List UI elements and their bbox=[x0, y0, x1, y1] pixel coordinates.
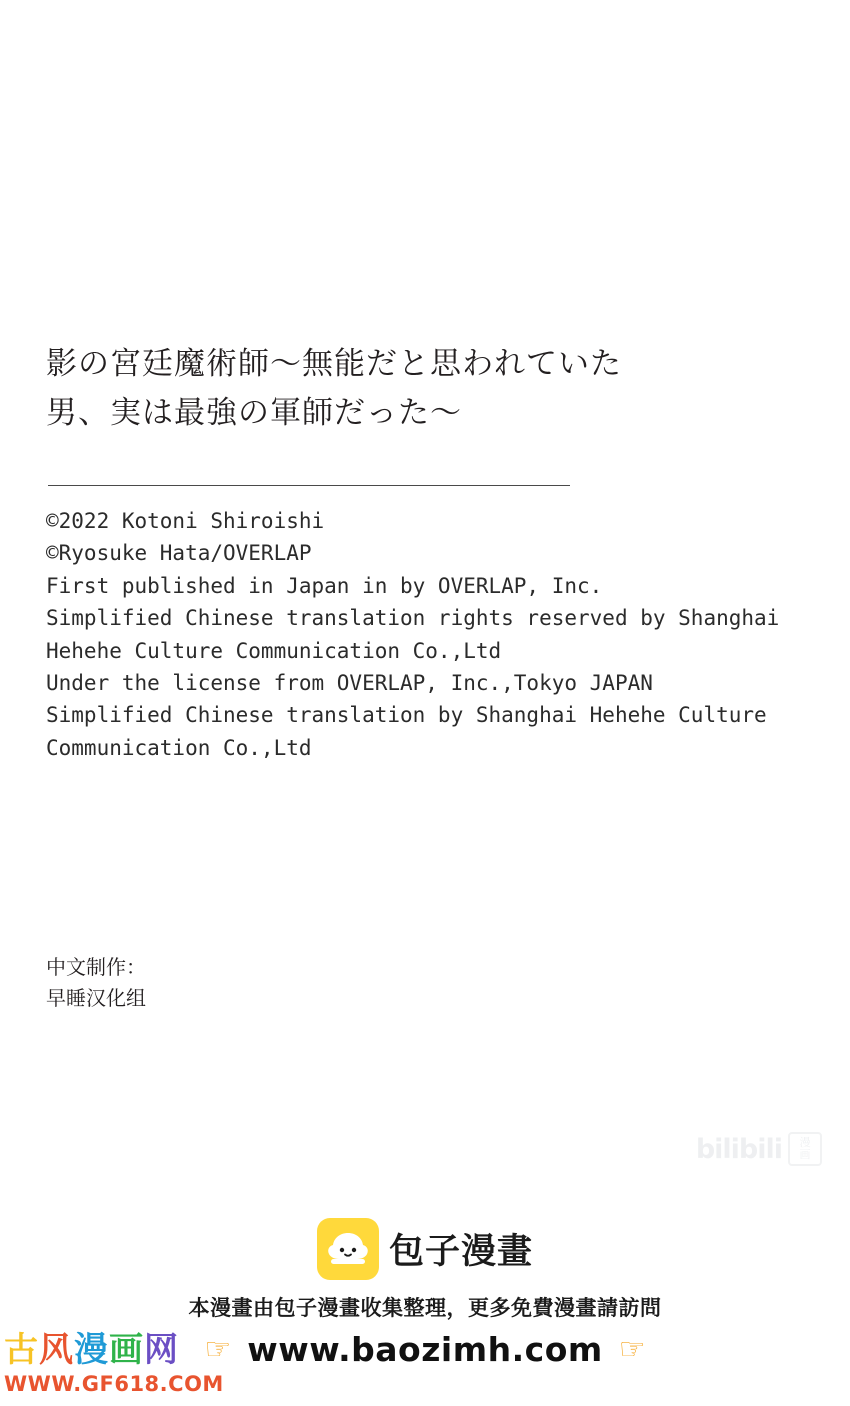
copyright-line: Simplified Chinese translation by Shanghai Hehehe Culture bbox=[46, 703, 767, 728]
title-divider bbox=[48, 485, 570, 486]
baozimh-brand-name: 包子漫畫 bbox=[388, 1232, 533, 1272]
gf618-char-4: 画 bbox=[109, 1330, 144, 1370]
gf618-char-1: 古 bbox=[4, 1330, 39, 1370]
baozi-bun-icon bbox=[317, 1218, 379, 1280]
copyright-line: ©2022 Kotoni Shiroishi bbox=[46, 509, 325, 533]
work-title-line-1: 影の宮廷魔術師～無能だと思われていた bbox=[46, 346, 622, 382]
bilibili-badge-top: 漫 bbox=[799, 1136, 811, 1149]
pointing-hand-left-icon: ☞ bbox=[204, 1332, 232, 1366]
credits-label: 中文制作： bbox=[46, 955, 146, 979]
work-title-line-2: 男、実は最強の軍師だった～ bbox=[46, 395, 462, 431]
copyright-line: Hehehe Culture Communication Co.,Ltd bbox=[46, 638, 502, 663]
gf618-wordmark bbox=[4, 1330, 214, 1370]
gf618-char-2: 风 bbox=[39, 1330, 74, 1370]
credits-group-name: 早睡汉化组 bbox=[46, 986, 146, 1010]
gf618-url: WWW.GF618.COM bbox=[4, 1372, 224, 1396]
gf618-char-5: 网 bbox=[144, 1330, 179, 1370]
promo-text: 本漫畫由包子漫畫收集整理，更多免費漫畫請訪問 bbox=[188, 1296, 662, 1320]
bilibili-badge-bottom: 画 bbox=[799, 1148, 811, 1161]
work-title bbox=[46, 340, 806, 438]
gf618-watermark bbox=[4, 1330, 224, 1396]
pointing-hand-right-icon: ☞ bbox=[618, 1332, 646, 1366]
copyright-line: ©Ryosuke Hata/OVERLAP bbox=[46, 541, 312, 566]
bilibili-manga-badge bbox=[788, 1132, 822, 1166]
copyright-line: Under the license from OVERLAP, Inc.,Tokyo JAPAN bbox=[46, 671, 653, 696]
copyright-line: First published in Japan in by OVERLAP, Inc. bbox=[46, 573, 603, 598]
bilibili-wordmark: bilibili bbox=[695, 1133, 782, 1165]
baozimh-logo bbox=[0, 1218, 850, 1280]
bilibili-watermark bbox=[696, 1132, 822, 1166]
gf618-char-3: 漫 bbox=[74, 1330, 109, 1370]
translation-credits bbox=[46, 952, 146, 1014]
copyright-line: Simplified Chinese translation rights reserved by Shanghai bbox=[46, 606, 780, 631]
copyright-line: Communication Co.,Ltd bbox=[46, 735, 312, 760]
copyright-block bbox=[46, 505, 836, 764]
site-url[interactable]: www.baozimh.com bbox=[247, 1330, 603, 1369]
